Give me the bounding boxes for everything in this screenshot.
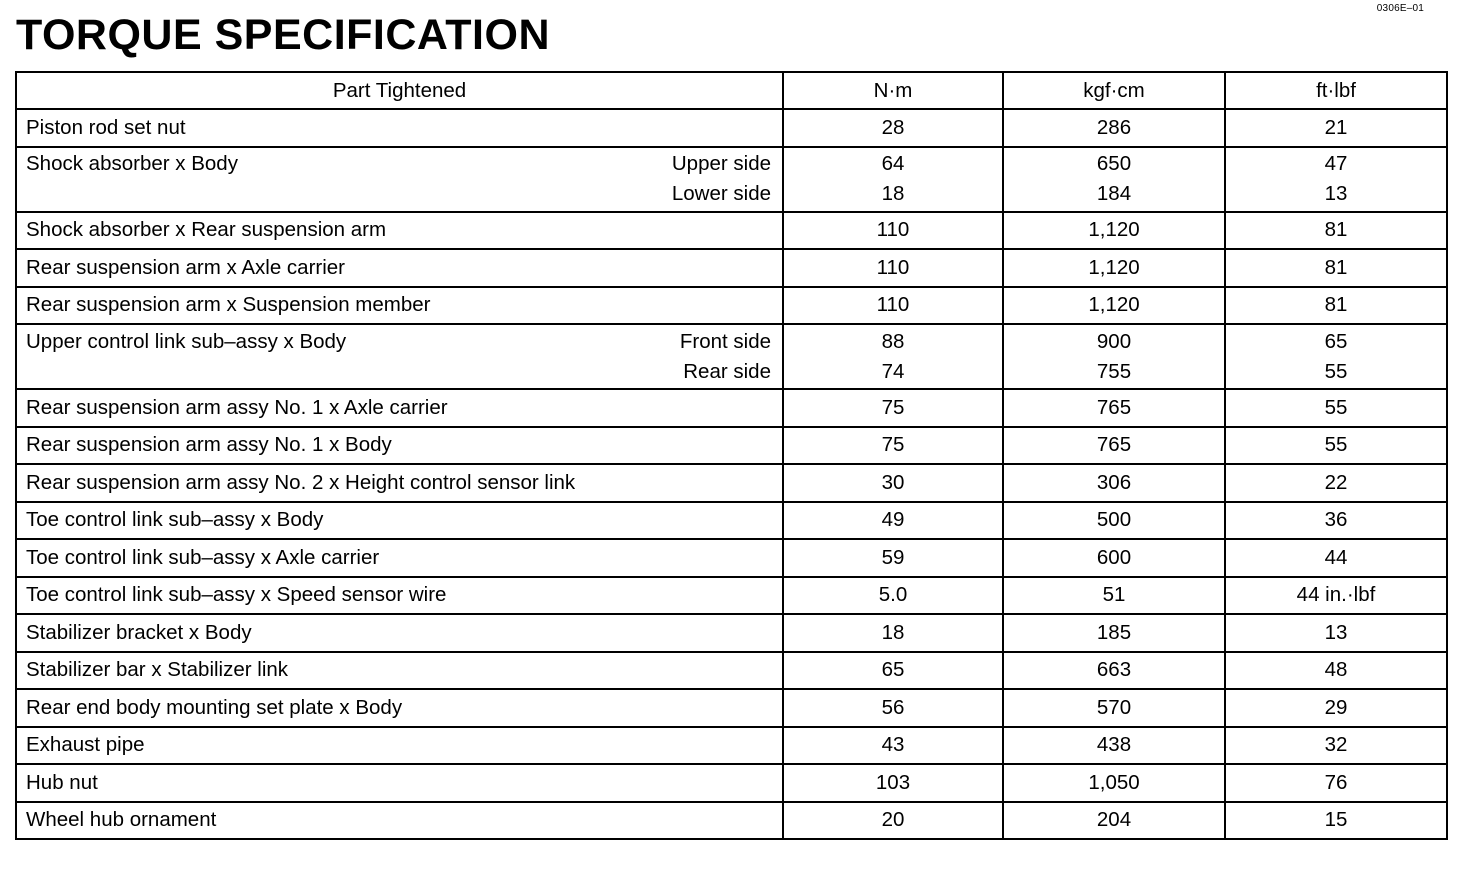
kgf-cm-cell: 51 bbox=[1003, 577, 1225, 615]
kgf-cm-cell: 570 bbox=[1003, 689, 1225, 727]
part-label: Shock absorber x Body bbox=[26, 152, 238, 175]
table-row bbox=[16, 324, 1447, 389]
kgf-cm-cell: 663 bbox=[1003, 652, 1225, 690]
kgf-cm-value: 755 bbox=[1096, 359, 1132, 383]
part-cell: Rear suspension arm x Suspension member bbox=[16, 287, 783, 325]
part-cell: Rear suspension arm assy No. 1 x Body bbox=[16, 427, 783, 465]
column-header-ft-lbf: ft·lbf bbox=[1225, 72, 1447, 109]
ft-lbf-value: 13 bbox=[1324, 182, 1348, 205]
nm-cell: 110 bbox=[783, 249, 1003, 287]
table-row bbox=[16, 389, 1447, 427]
ft-lbf-cell bbox=[1225, 147, 1447, 212]
table-row bbox=[16, 764, 1447, 802]
nm-value: 88 bbox=[881, 329, 905, 353]
table-row bbox=[16, 427, 1447, 465]
part-cell bbox=[16, 324, 783, 389]
ft-lbf-cell bbox=[1225, 324, 1447, 389]
part-cell: Stabilizer bar x Stabilizer link bbox=[16, 652, 783, 690]
ft-lbf-cell: 36 bbox=[1225, 502, 1447, 540]
part-cell: Shock absorber x Rear suspension arm bbox=[16, 212, 783, 250]
table-row bbox=[16, 689, 1447, 727]
table-row bbox=[16, 109, 1447, 147]
part-cell: Toe control link sub–assy x Axle carrier bbox=[16, 539, 783, 577]
ft-lbf-cell: 29 bbox=[1225, 689, 1447, 727]
ft-lbf-cell: 81 bbox=[1225, 249, 1447, 287]
torque-spec-table bbox=[15, 71, 1448, 840]
ft-lbf-cell: 13 bbox=[1225, 614, 1447, 652]
ft-lbf-cell: 44 in.·lbf bbox=[1225, 577, 1447, 615]
nm-cell: 75 bbox=[783, 389, 1003, 427]
kgf-cm-cell: 286 bbox=[1003, 109, 1225, 147]
part-cell: Piston rod set nut bbox=[16, 109, 783, 147]
column-header-nm: N·m bbox=[783, 72, 1003, 109]
part-cell: Hub nut bbox=[16, 764, 783, 802]
part-label: Upper control link sub–assy x Body bbox=[26, 329, 347, 353]
ft-lbf-cell: 48 bbox=[1225, 652, 1447, 690]
ft-lbf-cell: 32 bbox=[1225, 727, 1447, 765]
ft-lbf-cell: 81 bbox=[1225, 287, 1447, 325]
nm-cell: 59 bbox=[783, 539, 1003, 577]
nm-cell bbox=[783, 147, 1003, 212]
part-cell: Rear suspension arm assy No. 1 x Axle carrier bbox=[16, 389, 783, 427]
part-cell bbox=[16, 147, 783, 212]
nm-cell: 110 bbox=[783, 287, 1003, 325]
ft-lbf-value: 47 bbox=[1324, 152, 1348, 175]
kgf-cm-cell: 765 bbox=[1003, 427, 1225, 465]
kgf-cm-cell bbox=[1003, 147, 1225, 212]
nm-value: 64 bbox=[881, 152, 905, 175]
part-cell: Rear suspension arm x Axle carrier bbox=[16, 249, 783, 287]
table-row bbox=[16, 652, 1447, 690]
kgf-cm-cell: 204 bbox=[1003, 802, 1225, 840]
sub-location-label: Upper side bbox=[671, 152, 771, 175]
part-cell: Rear suspension arm assy No. 2 x Height control sensor link bbox=[16, 464, 783, 502]
ft-lbf-cell: 15 bbox=[1225, 802, 1447, 840]
sub-location-label: Lower side bbox=[671, 182, 771, 205]
part-cell: Exhaust pipe bbox=[16, 727, 783, 765]
table-row bbox=[16, 287, 1447, 325]
table-row bbox=[16, 212, 1447, 250]
nm-cell bbox=[783, 324, 1003, 389]
kgf-cm-value: 184 bbox=[1096, 182, 1132, 205]
sub-location-label: Front side bbox=[679, 329, 771, 353]
nm-value: 18 bbox=[881, 182, 905, 205]
kgf-cm-cell: 306 bbox=[1003, 464, 1225, 502]
table-row bbox=[16, 249, 1447, 287]
kgf-cm-cell: 438 bbox=[1003, 727, 1225, 765]
table-row bbox=[16, 539, 1447, 577]
ft-lbf-value: 65 bbox=[1324, 329, 1348, 353]
page-title: TORQUE SPECIFICATION bbox=[16, 11, 550, 59]
ft-lbf-cell: 44 bbox=[1225, 539, 1447, 577]
table-row bbox=[16, 727, 1447, 765]
nm-cell: 103 bbox=[783, 764, 1003, 802]
kgf-cm-cell: 600 bbox=[1003, 539, 1225, 577]
kgf-cm-cell: 1,120 bbox=[1003, 287, 1225, 325]
nm-cell: 20 bbox=[783, 802, 1003, 840]
ft-lbf-cell: 81 bbox=[1225, 212, 1447, 250]
kgf-cm-cell: 185 bbox=[1003, 614, 1225, 652]
table-row bbox=[16, 147, 1447, 212]
part-cell: Toe control link sub–assy x Body bbox=[16, 502, 783, 540]
nm-cell: 65 bbox=[783, 652, 1003, 690]
column-header-kgf-cm: kgf·cm bbox=[1003, 72, 1225, 109]
table-row bbox=[16, 502, 1447, 540]
nm-cell: 18 bbox=[783, 614, 1003, 652]
ft-lbf-cell: 55 bbox=[1225, 427, 1447, 465]
kgf-cm-cell bbox=[1003, 324, 1225, 389]
ft-lbf-cell: 21 bbox=[1225, 109, 1447, 147]
kgf-cm-cell: 1,120 bbox=[1003, 212, 1225, 250]
part-cell: Rear end body mounting set plate x Body bbox=[16, 689, 783, 727]
part-cell: Toe control link sub–assy x Speed sensor wire bbox=[16, 577, 783, 615]
ft-lbf-cell: 76 bbox=[1225, 764, 1447, 802]
kgf-cm-value: 900 bbox=[1096, 329, 1132, 353]
column-header-part: Part Tightened bbox=[16, 72, 783, 109]
nm-cell: 30 bbox=[783, 464, 1003, 502]
ft-lbf-cell: 55 bbox=[1225, 389, 1447, 427]
nm-cell: 43 bbox=[783, 727, 1003, 765]
nm-cell: 56 bbox=[783, 689, 1003, 727]
nm-cell: 5.0 bbox=[783, 577, 1003, 615]
table-row bbox=[16, 802, 1447, 840]
kgf-cm-cell: 500 bbox=[1003, 502, 1225, 540]
nm-cell: 110 bbox=[783, 212, 1003, 250]
nm-cell: 28 bbox=[783, 109, 1003, 147]
kgf-cm-cell: 1,120 bbox=[1003, 249, 1225, 287]
ft-lbf-value: 55 bbox=[1324, 359, 1348, 383]
kgf-cm-cell: 765 bbox=[1003, 389, 1225, 427]
nm-cell: 49 bbox=[783, 502, 1003, 540]
kgf-cm-value: 650 bbox=[1096, 152, 1132, 175]
part-cell: Stabilizer bracket x Body bbox=[16, 614, 783, 652]
table-row bbox=[16, 577, 1447, 615]
nm-cell: 75 bbox=[783, 427, 1003, 465]
nm-value: 74 bbox=[881, 359, 905, 383]
kgf-cm-cell: 1,050 bbox=[1003, 764, 1225, 802]
table-row bbox=[16, 614, 1447, 652]
table-row bbox=[16, 464, 1447, 502]
table-header-row bbox=[16, 72, 1447, 109]
document-code: 0306E–01 bbox=[1376, 3, 1424, 14]
ft-lbf-cell: 22 bbox=[1225, 464, 1447, 502]
sub-location-label: Rear side bbox=[683, 359, 771, 383]
part-cell: Wheel hub ornament bbox=[16, 802, 783, 840]
